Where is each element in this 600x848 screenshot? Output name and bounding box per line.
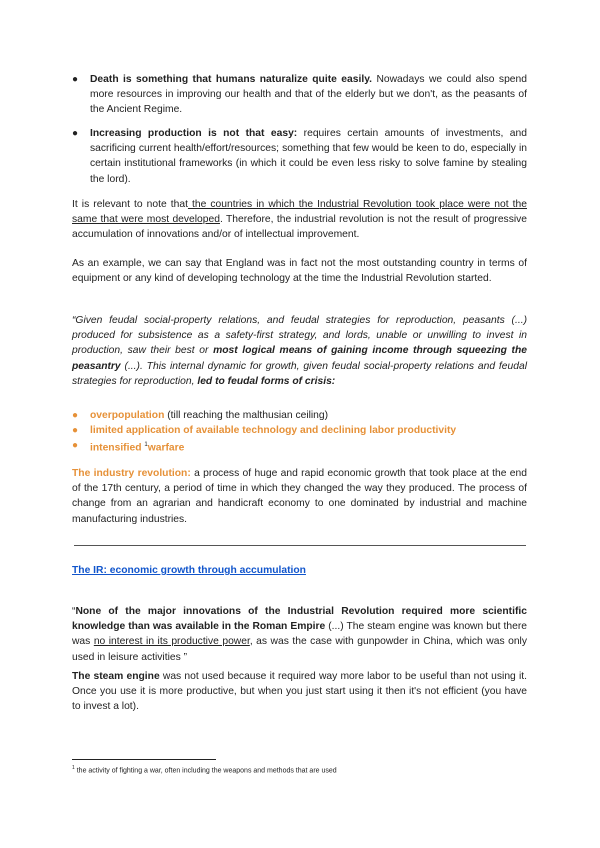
quote2-end: , as was the case with gunpowder in China, which was only used in leisure activities ” [72,636,527,663]
quote2-underlined: no interest in its productive power [93,636,250,648]
bullet-dot: ● [72,74,79,85]
list-item-bold-after: warfare [147,442,185,454]
bullet-text: Nowadays we could also spend more resources in improving our health and that of the elderly but we don't, as the peasants of the Ancient Regime. [90,74,527,116]
footnote-separator [72,759,216,760]
list-item [72,408,527,423]
section-link-ir-growth[interactable]: The IR: economic growth through accumulation [72,565,306,576]
bullet-bold: Death is something that humans naturalize quite easily. [90,74,373,85]
bullet-production [72,126,527,187]
quote2-open: “ [72,606,76,617]
bullet-dot: ● [72,410,79,421]
quote-part1: “Given feudal social-property relations, and feudal strategies for reproduction, peasants (...) produced for subsistence as a safety-first strategy, and lords, unable or unwilling to invest in production, saw their best or [72,315,527,357]
divider [74,545,526,546]
bullet-death [72,72,527,118]
bullet-dot: ● [72,425,79,437]
crisis-list [72,408,527,456]
bullet-bold: Increasing production is not that easy: [90,128,298,139]
quote-part2: (...). This internal dynamic for growth, given feudal social-property relations and feudal strategies for reproduction, [72,360,527,387]
quote-bold2: led to feudal forms of crisis: [197,375,336,387]
list-item [72,438,527,456]
footnote-text: the activity of fighting a war, often including the weapons and methods that are used [74,767,337,775]
para1-post: . Therefore, the industrial revolution is not the result of progressive accumulation of innovations and/or of intellectual improvement. [72,214,527,241]
quote2-bold: None of the major innovations of the Industrial Revolution required more scientific knowledge than was available in the Roman Empire [72,606,527,633]
footnote [72,765,337,774]
list-item-bold: overpopulation [90,410,165,421]
bullet-dot: ● [72,128,79,139]
steam-text: was not used because it required way more labor to be useful than not using it. Once you use it is more productive, but when you just start using it then it's not efficient (you have to invest a lot). [72,671,527,713]
paragraph-steam-engine [72,669,527,715]
para1-pre: It is relevant to note that [72,199,188,210]
ir-label: The industry revolution: [72,468,191,479]
quote2-mid: (...) The steam engine was known but there was [72,621,527,648]
paragraph-ir-definition [72,466,527,527]
list-item-bold: intensified [90,442,145,454]
steam-bold: The steam engine [72,671,160,682]
list-item-bold: limited application of available technology and declining labor productivity [90,425,457,437]
ir-text: a process of huge and rapid economic growth that took place at the end of the 17th century, a period of time in which they changed the way they produced. The process of change from an agrarian and handicraft economy to one dominated by industrial and machine manufacturing industries. [72,468,527,525]
bullet-text: requires certain amounts of investments, and sacrificing current health/effort/resources; something that few would be keen to do, especially in certain institutional frameworks (in which it could be even less risky to solve famine by stealing the lord). [90,128,527,185]
para1-underlined: the countries in which the Industrial Revolution took place were not the same that were most developed [72,199,527,226]
bullet-dot: ● [72,440,79,452]
list-item-text: (till reaching the malthusian ceiling) [164,410,329,421]
quote-feudal [72,313,527,389]
paragraph-england: As an example, we can say that England was in fact not the most outstanding country in terms of equipment or any kind of developing technology at the time the Industrial Revolution started. [72,258,527,285]
footnote-number: 1 [72,765,75,771]
quote-roman-empire [72,604,527,665]
quote-bold1: most logical means of gaining income through squeezing the peasantry [72,345,527,372]
footnote-ref[interactable]: 1 [144,442,148,449]
list-item [72,423,527,438]
paragraph-relevant [72,197,527,243]
